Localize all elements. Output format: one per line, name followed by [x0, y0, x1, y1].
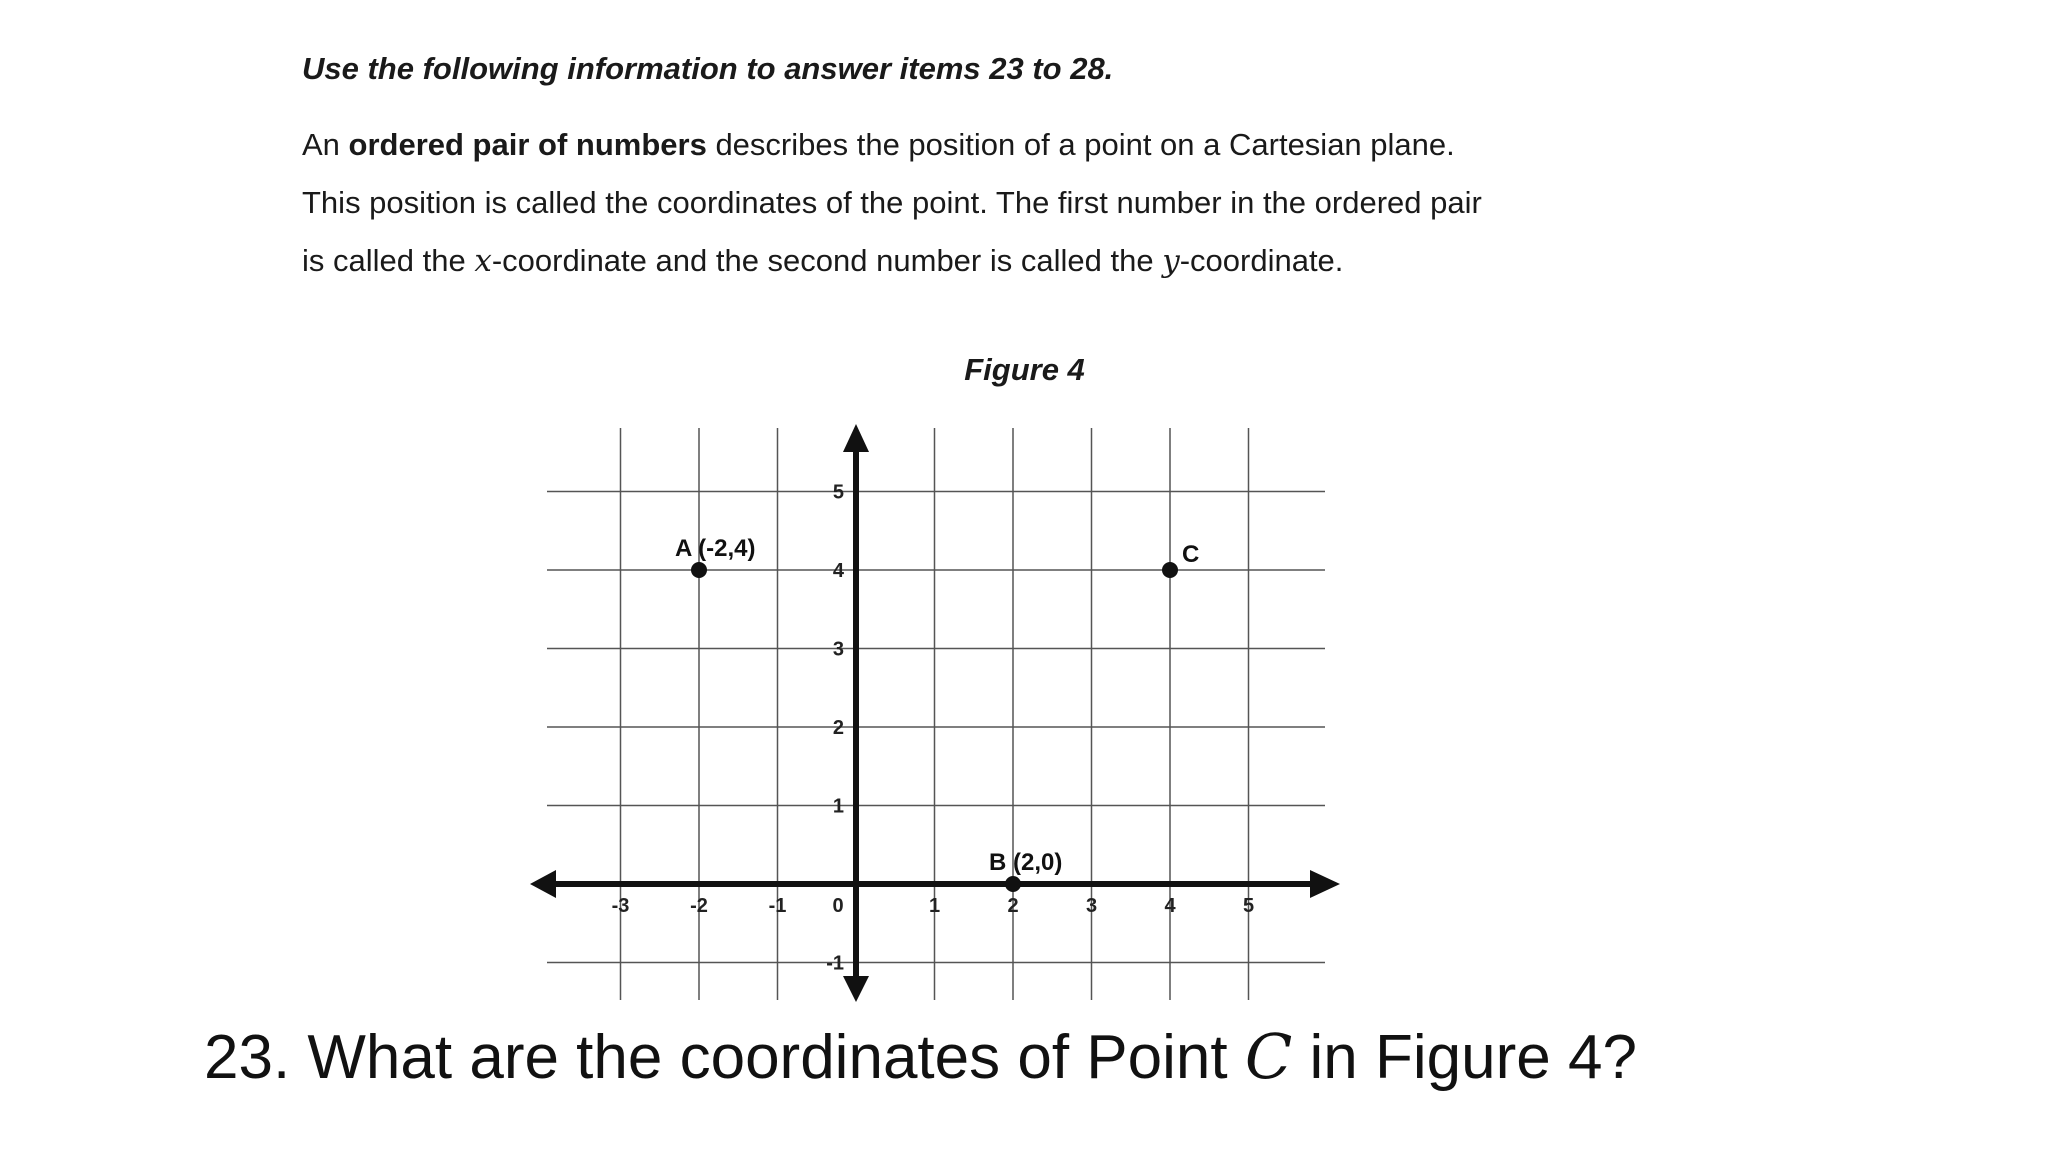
y-tick-label: 3: [832, 638, 844, 661]
y-tick-label: -1: [826, 952, 844, 975]
x-tick-label: 3: [1085, 895, 1098, 917]
x-tick-label: 4: [1164, 895, 1176, 917]
figure-title: Figure 4: [964, 352, 1085, 387]
y-tick-label: 2: [832, 717, 844, 739]
point-c: [1162, 562, 1178, 578]
instructions-heading: Use the following information to answer items 23 to 28.: [302, 51, 1114, 86]
var-x: x: [474, 243, 492, 279]
term-ordered-pair: ordered pair of numbers: [348, 127, 707, 162]
x-axis-arrow-left: [530, 870, 556, 898]
point-label: C: [1182, 541, 1200, 568]
point-label: B (2,0): [989, 849, 1063, 876]
x-tick-label: -2: [690, 895, 708, 917]
passage-line-3: is called the x-coordinate and the second number is called the y-coordinate.: [302, 243, 1344, 279]
question-23: 23. What are the coordinates of Point C in Figure 4?: [204, 1020, 1637, 1093]
passage-line-2: This position is called the coordinates of the point. The first number in the ordered pair: [302, 185, 1482, 220]
x-tick-label: -3: [611, 895, 630, 917]
point-label: A (-2,4): [675, 535, 756, 562]
var-y: y: [1162, 243, 1180, 279]
x-axis-arrow-right: [1310, 870, 1340, 898]
data-points: [675, 535, 1199, 892]
x-tick-label: 5: [1242, 895, 1255, 917]
x-tick-label: 1: [928, 895, 941, 917]
point-a: [691, 562, 707, 578]
point-c-var: C: [1244, 1020, 1293, 1093]
y-axis-arrow-down: [843, 976, 869, 1002]
passage-line-1: An ordered pair of numbers describes the position of a point on a Cartesian plane.: [302, 127, 1455, 162]
y-tick-label: 4: [832, 560, 844, 582]
x-tick-label: 2: [1007, 895, 1019, 917]
x-tick-label: -1: [768, 895, 787, 917]
point-b: [1005, 876, 1021, 892]
y-tick-label: 1: [832, 795, 844, 818]
y-tick-label: 5: [832, 481, 844, 504]
y-axis-arrow-up: [843, 424, 869, 452]
x-tick-label: 0: [832, 895, 844, 917]
